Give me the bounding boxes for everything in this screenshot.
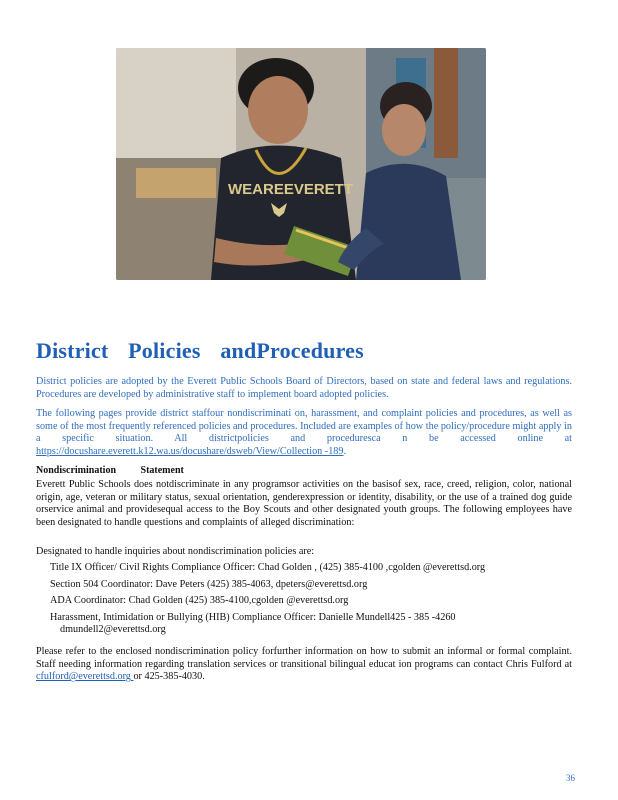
contact-ada: [50, 595, 570, 608]
fulford-email-link[interactable]: cfulford@everettsd.org: [36, 671, 134, 683]
intro-paragraph-1: District policies are adopted by the Everett Public Schools Board of Directors, based on state and federal laws and regulations. Procedures are developed by administrative staff to implement board adopted policies.: [36, 376, 572, 400]
intro-paragraph-2: [36, 408, 572, 458]
nondiscrimination-statement: Everett Public Schools does notdiscriminate in any programsor activities on the basisof sex, race, creed, religion, color, national origin, age, veteran or military status, sexual orientation, genderexpression or identity, disability, or the use of a trained dog guide orservice animal and providesequal access to the Boy Scouts and other designated youth groups. The following employees have been designated to handle questions and complaints of alleged discrimination:: [36, 479, 572, 528]
closing-paragraph: [36, 646, 572, 684]
contact-title-ix: [50, 562, 570, 575]
students-reading-photo: [116, 48, 486, 280]
shirt-text: WEAREEVERETT: [228, 181, 354, 198]
page-number: 36: [566, 773, 575, 783]
contact-email: dmundell2@everettsd.org: [60, 624, 166, 635]
contact-line: Title IX Officer/ Civil Rights Compliance Officer: Chad Golden , (425) 385-4100 ,cgolden @everettsd.org: [50, 562, 486, 573]
intro-paragraph-2-end: .: [343, 445, 347, 457]
closing-end: or 425-385-4030.: [133, 671, 205, 683]
contact-line: ADA Coordinator: Chad Golden (425) 385-4100,cgolden @everettsd.org: [50, 595, 349, 606]
photo-illustration: [116, 48, 486, 280]
intro-paragraph-2-text: The following pages provide district staffour nondiscriminati on, harassment, and complaint policies and procedures, as well as some of the most frequently referenced policies and procedures. Included are examples of how the policy/procedure might apply in a specific situation. All districtpolicies and proceduresca n be accessed online at: [36, 408, 572, 445]
closing-text: Please refer to the enclosed nondiscrimination policy forfurther information on how to submit an informal or formal complaint. Staff needing information regarding translation services or transitional bilingual educat ion programs can contact Chris Fulford at: [36, 646, 572, 670]
contact-section-504: [50, 579, 570, 592]
docushare-link[interactable]: https://docushare.everett.k12.wa.us/docushare/dsweb/View/Collection -189: [36, 445, 344, 457]
contact-hib: [50, 612, 570, 637]
contacts-list: [50, 562, 570, 641]
designated-intro: Designated to handle inquiries about nondiscrimination policies are:: [36, 546, 315, 557]
contact-line: Section 504 Coordinator: Dave Peters (425) 385-4063, dpeters@everettsd.org: [50, 578, 368, 590]
page-title: District Policies andProcedures: [36, 338, 364, 363]
contact-line: Harassment, Intimidation or Bullying (HIB) Compliance Officer: Danielle Mundell425 - 385 -4260: [50, 611, 456, 623]
nondiscrimination-heading: Nondiscrimination Statement: [36, 465, 184, 476]
